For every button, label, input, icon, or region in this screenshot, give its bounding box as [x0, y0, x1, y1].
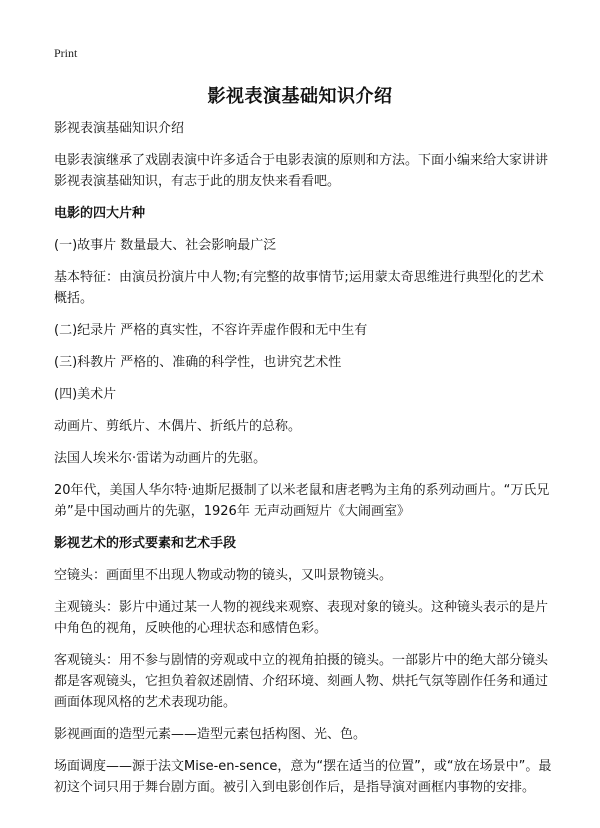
- section-heading-art-elements: 影视艺术的形式要素和艺术手段: [54, 536, 237, 551]
- paragraph-feature-film: (一)故事片 数量最大、社会影响最广泛: [54, 238, 277, 253]
- paragraph-animation-types: 动画片、剪纸片、木偶片、折纸片的总称。: [54, 419, 302, 434]
- section-heading-film-types: 电影的四大片种: [54, 206, 146, 221]
- paragraph-objective-shot: 客观镜头：用不参与剧情的旁观或中立的视角拍摄的镜头。一部影片中的绝大部分镜头都是客观镜头，它担负着叙述剧情、介绍环境、刻画人物、烘托气氛等剧作任务和通过画面体现风格的艺术表现功能。: [54, 653, 549, 710]
- paragraph-subjective-shot: 主观镜头：影片中通过某一人物的视线来观察、表现对象的镜头。这种镜头表示的是片中角色的视角，反映他的心理状态和感情色彩。: [54, 600, 549, 636]
- intro-paragraph: 电影表演继承了戏剧表演中许多适合于电影表演的原则和方法。下面小编来给大家讲讲影视表演基础知识，有志于此的朋友快来看看吧。: [54, 153, 549, 189]
- paragraph-mise-en-scene: 场面调度——源于法文Mise-en-sence，意为“摆在适当的位置”，或“放在场景中”。最初这个词只用于舞台剧方面。被引入到电影创作后，是指导演对画框内事物的安排。: [54, 759, 552, 795]
- paragraph-art-film: (四)美术片: [54, 387, 117, 402]
- document-title: 影视表演基础知识介绍: [207, 86, 393, 107]
- paragraph-empty-shot: 空镜头：画面里不出现人物或动物的镜头，又叫景物镜头。: [54, 568, 393, 583]
- document-body: [54, 118, 554, 809]
- paragraph-animation-history: 20年代，美国人华尔特·迪斯尼摄制了以米老鼠和唐老鸭为主角的系列动画片。“万氏兄弟”是中国动画片的先驱，1926年 无声动画短片《大闹画室》: [54, 483, 550, 519]
- paragraph-visual-elements: 影视画面的造型元素——造型元素包括构图、光、色。: [54, 727, 367, 742]
- paragraph-basic-features: 基本特征：由演员扮演片中人物;有完整的故事情节;运用蒙太奇思维进行典型化的艺术概括。: [54, 270, 544, 306]
- intro-heading-text: 影视表演基础知识介绍: [54, 121, 185, 136]
- paragraph-animation-pioneer: 法国人埃米尔·雷诺为动画片的先驱。: [54, 451, 267, 466]
- paragraph-science-film: (三)科教片 严格的、准确的科学性，也讲究艺术性: [54, 355, 342, 370]
- print-link[interactable]: Print: [54, 46, 78, 60]
- paragraph-documentary: (二)纪录片 严格的真实性，不容许弄虚作假和无中生有: [54, 323, 368, 338]
